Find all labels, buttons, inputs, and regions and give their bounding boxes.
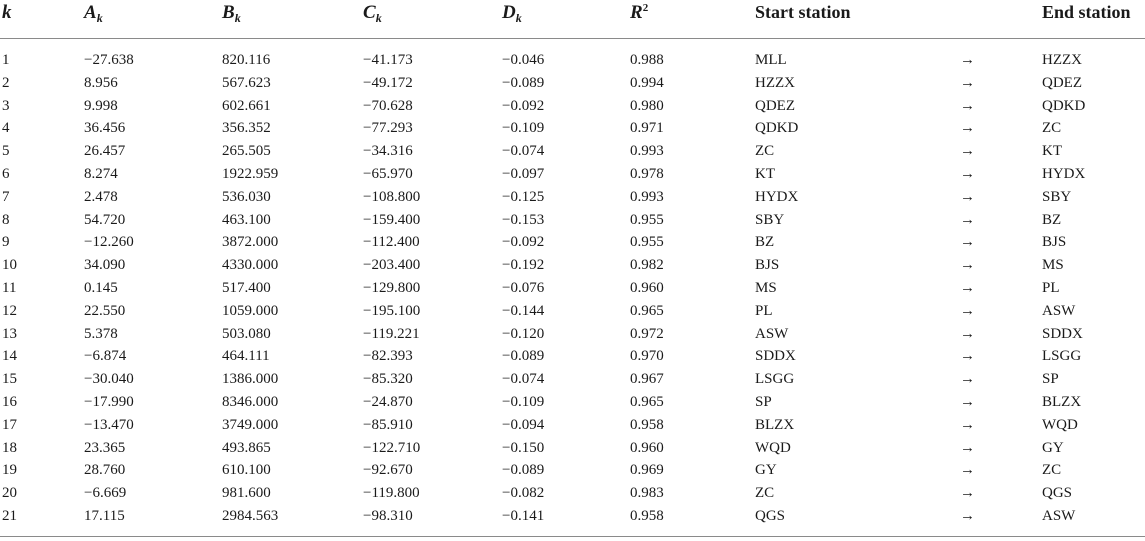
cell-b: 536.030 xyxy=(222,188,271,205)
cell-k: 21 xyxy=(2,507,17,524)
cell-start-station: BZ xyxy=(755,234,775,251)
cell-end-station: HZZX xyxy=(1042,52,1082,68)
cell-c: −49.172 xyxy=(363,74,413,91)
cell-arrow: → xyxy=(960,439,975,456)
cell-end-station: ZC xyxy=(1042,120,1062,137)
cell-arrow: → xyxy=(960,348,975,365)
cell-arrow: → xyxy=(960,325,975,342)
cell-start-station: MS xyxy=(755,279,777,296)
cell-r-squared: 0.971 xyxy=(630,120,664,137)
cell-a: −13.470 xyxy=(84,416,134,433)
cell-end-station: SDDX xyxy=(1042,325,1083,342)
cell-a: 2.478 xyxy=(84,188,118,205)
cell-a: 34.090 xyxy=(84,257,126,274)
cell-c: −85.910 xyxy=(363,416,413,433)
cell-arrow: → xyxy=(960,188,975,205)
table-row xyxy=(0,72,1145,95)
cell-d: −0.074 xyxy=(502,371,545,388)
cell-b: 1922.959 xyxy=(222,165,279,182)
cell-arrow: → xyxy=(960,302,975,319)
header-arrow xyxy=(938,0,1040,39)
cell-c: −41.173 xyxy=(363,52,413,68)
cell-k: 3 xyxy=(2,97,10,114)
cell-c: −122.710 xyxy=(363,439,421,456)
cell-k: 7 xyxy=(2,188,10,205)
cell-a: 5.378 xyxy=(84,325,118,342)
cell-b: 463.100 xyxy=(222,211,271,228)
cell-end-station: HYDX xyxy=(1042,165,1086,182)
cell-arrow: → xyxy=(960,416,975,433)
cell-end-station: WQD xyxy=(1042,416,1078,433)
header-c: $C_k$ xyxy=(361,0,500,39)
cell-a: −30.040 xyxy=(84,371,134,388)
cell-start-station: ZC xyxy=(755,485,775,502)
cell-start-station: HYDX xyxy=(755,188,799,205)
cell-arrow: → xyxy=(960,165,975,182)
cell-start-station: QGS xyxy=(755,507,786,524)
cell-r-squared: 0.967 xyxy=(630,371,664,388)
cell-k: 6 xyxy=(2,165,10,182)
cell-d: −0.089 xyxy=(502,74,545,91)
cell-r-squared: 0.960 xyxy=(630,279,664,296)
cell-end-station: LSGG xyxy=(1042,348,1082,365)
cell-r-squared: 0.988 xyxy=(630,52,664,68)
cell-k: 2 xyxy=(2,74,10,91)
cell-start-station: QDKD xyxy=(755,120,799,137)
cell-k: 13 xyxy=(2,325,17,342)
table-row xyxy=(0,437,1145,460)
cell-b: 3749.000 xyxy=(222,416,279,433)
cell-c: −70.628 xyxy=(363,97,413,114)
cell-start-station: PL xyxy=(755,302,773,319)
cell-d: −0.089 xyxy=(502,348,545,365)
cell-end-station: GY xyxy=(1042,439,1064,456)
cell-end-station: SP xyxy=(1042,371,1059,388)
cell-k: 8 xyxy=(2,211,10,228)
cell-arrow: → xyxy=(960,393,975,410)
table-row xyxy=(0,482,1145,505)
cell-end-station: ZC xyxy=(1042,462,1062,479)
cell-d: −0.092 xyxy=(502,97,545,114)
cell-k: 1 xyxy=(2,52,10,68)
cell-d: −0.092 xyxy=(502,234,545,251)
cell-c: −85.320 xyxy=(363,371,413,388)
cell-b: 356.352 xyxy=(222,120,271,137)
cell-r-squared: 0.969 xyxy=(630,462,664,479)
cell-arrow: → xyxy=(960,257,975,274)
cell-c: −119.800 xyxy=(363,485,420,502)
cell-a: 36.456 xyxy=(84,120,126,137)
cell-start-station: ZC xyxy=(755,143,775,160)
cell-b: 1059.000 xyxy=(222,302,279,319)
header-a: $A_k$ xyxy=(82,0,220,39)
cell-start-station: LSGG xyxy=(755,371,795,388)
cell-c: −129.800 xyxy=(363,279,421,296)
cell-a: −6.669 xyxy=(84,485,127,502)
cell-b: 493.865 xyxy=(222,439,271,456)
cell-end-station: QDEZ xyxy=(1042,74,1082,91)
cell-b: 1386.000 xyxy=(222,371,279,388)
table-row xyxy=(0,117,1145,140)
cell-arrow: → xyxy=(960,279,975,296)
cell-a: 26.457 xyxy=(84,143,126,160)
cell-d: −0.109 xyxy=(502,120,545,137)
table-row xyxy=(0,391,1145,414)
cell-a: 23.365 xyxy=(84,439,126,456)
cell-a: −27.638 xyxy=(84,52,134,68)
header-r-squared: $R^2$ xyxy=(628,0,753,39)
cell-c: −112.400 xyxy=(363,234,420,251)
cell-a: 9.998 xyxy=(84,97,118,114)
cell-b: 8346.000 xyxy=(222,393,279,410)
cell-b: 503.080 xyxy=(222,325,271,342)
cell-start-station: GY xyxy=(755,462,777,479)
cell-r-squared: 0.955 xyxy=(630,211,664,228)
cell-start-station: HZZX xyxy=(755,74,795,91)
cell-c: −34.316 xyxy=(363,143,413,160)
cell-c: −65.970 xyxy=(363,165,413,182)
table-row xyxy=(0,368,1145,391)
cell-arrow: → xyxy=(960,211,975,228)
cell-arrow: → xyxy=(960,507,975,524)
cell-d: −0.046 xyxy=(502,52,545,68)
cell-d: −0.076 xyxy=(502,279,545,296)
cell-r-squared: 0.965 xyxy=(630,393,664,410)
cell-end-station: SBY xyxy=(1042,188,1072,205)
cell-a: 8.274 xyxy=(84,165,118,182)
cell-start-station: KT xyxy=(755,165,775,182)
cell-arrow: → xyxy=(960,143,975,160)
cell-c: −119.221 xyxy=(363,325,420,342)
cell-start-station: BJS xyxy=(755,257,780,274)
cell-k: 12 xyxy=(2,302,17,319)
table-bottom-rule xyxy=(0,536,1145,537)
table-row xyxy=(0,39,1145,72)
header-row xyxy=(0,0,1145,39)
cell-b: 602.661 xyxy=(222,97,271,114)
table-row xyxy=(0,323,1145,346)
cell-c: −203.400 xyxy=(363,257,421,274)
cell-d: −0.089 xyxy=(502,462,545,479)
cell-arrow: → xyxy=(960,74,975,91)
cell-b: 820.116 xyxy=(222,52,271,68)
cell-r-squared: 0.958 xyxy=(630,416,664,433)
cell-k: 20 xyxy=(2,485,17,502)
cell-start-station: SP xyxy=(755,393,772,410)
cell-r-squared: 0.993 xyxy=(630,143,664,160)
cell-r-squared: 0.982 xyxy=(630,257,664,274)
cell-b: 464.111 xyxy=(222,348,270,365)
cell-d: −0.150 xyxy=(502,439,545,456)
cell-c: −159.400 xyxy=(363,211,421,228)
cell-end-station: PL xyxy=(1042,279,1060,296)
cell-arrow: → xyxy=(960,485,975,502)
cell-start-station: ASW xyxy=(755,325,789,342)
table-row xyxy=(0,140,1145,163)
cell-k: 19 xyxy=(2,462,17,479)
cell-end-station: ASW xyxy=(1042,507,1076,524)
cell-k: 17 xyxy=(2,416,17,433)
cell-start-station: MLL xyxy=(755,52,787,68)
cell-arrow: → xyxy=(960,462,975,479)
cell-start-station: WQD xyxy=(755,439,791,456)
header-b: $B_k$ xyxy=(220,0,361,39)
table-body xyxy=(0,39,1145,528)
cell-end-station: QDKD xyxy=(1042,97,1086,114)
cell-a: −17.990 xyxy=(84,393,134,410)
cell-d: −0.153 xyxy=(502,211,545,228)
cell-start-station: SBY xyxy=(755,211,785,228)
cell-d: −0.074 xyxy=(502,143,545,160)
cell-arrow: → xyxy=(960,52,975,68)
cell-k: 16 xyxy=(2,393,17,410)
cell-r-squared: 0.983 xyxy=(630,485,664,502)
cell-r-squared: 0.965 xyxy=(630,302,664,319)
header-d: $D_k$ xyxy=(500,0,628,39)
table-row xyxy=(0,95,1145,118)
cell-c: −108.800 xyxy=(363,188,421,205)
cell-arrow: → xyxy=(960,97,975,114)
cell-b: 981.600 xyxy=(222,485,271,502)
cell-r-squared: 0.955 xyxy=(630,234,664,251)
cell-d: −0.125 xyxy=(502,188,545,205)
cell-r-squared: 0.958 xyxy=(630,507,664,524)
cell-r-squared: 0.970 xyxy=(630,348,664,365)
cell-b: 3872.000 xyxy=(222,234,279,251)
cell-k: 14 xyxy=(2,348,17,365)
table-row xyxy=(0,231,1145,254)
cell-d: −0.082 xyxy=(502,485,545,502)
cell-b: 610.100 xyxy=(222,462,271,479)
cell-end-station: BJS xyxy=(1042,234,1067,251)
cell-c: −24.870 xyxy=(363,393,413,410)
table-row xyxy=(0,300,1145,323)
cell-d: −0.120 xyxy=(502,325,545,342)
table-row xyxy=(0,414,1145,437)
cell-a: 17.115 xyxy=(84,507,125,524)
cell-b: 517.400 xyxy=(222,279,271,296)
header-end-station: End station xyxy=(1040,0,1145,39)
cell-end-station: MS xyxy=(1042,257,1064,274)
cell-c: −195.100 xyxy=(363,302,421,319)
table-header xyxy=(0,0,1145,39)
cell-k: 18 xyxy=(2,439,17,456)
table-row xyxy=(0,277,1145,300)
cell-d: −0.192 xyxy=(502,257,545,274)
cell-b: 4330.000 xyxy=(222,257,279,274)
cell-r-squared: 0.978 xyxy=(630,165,664,182)
cell-k: 15 xyxy=(2,371,17,388)
cell-d: −0.144 xyxy=(502,302,545,319)
cell-k: 4 xyxy=(2,120,10,137)
cell-k: 9 xyxy=(2,234,10,251)
cell-a: 28.760 xyxy=(84,462,126,479)
cell-c: −98.310 xyxy=(363,507,413,524)
cell-a: 54.720 xyxy=(84,211,126,228)
cell-end-station: QGS xyxy=(1042,485,1073,502)
table-row xyxy=(0,345,1145,368)
table-row xyxy=(0,186,1145,209)
cell-d: −0.141 xyxy=(502,507,545,524)
cell-r-squared: 0.993 xyxy=(630,188,664,205)
cell-d: −0.094 xyxy=(502,416,545,433)
cell-d: −0.097 xyxy=(502,165,545,182)
table-row xyxy=(0,505,1145,528)
table-row xyxy=(0,209,1145,232)
cell-a: −6.874 xyxy=(84,348,127,365)
cell-r-squared: 0.980 xyxy=(630,97,664,114)
cell-arrow: → xyxy=(960,371,975,388)
cell-d: −0.109 xyxy=(502,393,545,410)
header-k: k xyxy=(0,0,82,39)
cell-c: −82.393 xyxy=(363,348,413,365)
cell-start-station: BLZX xyxy=(755,416,795,433)
cell-a: −12.260 xyxy=(84,234,134,251)
cell-k: 5 xyxy=(2,143,10,160)
cell-arrow: → xyxy=(960,120,975,137)
cell-b: 265.505 xyxy=(222,143,271,160)
cell-end-station: ASW xyxy=(1042,302,1076,319)
table-row xyxy=(0,459,1145,482)
cell-start-station: QDEZ xyxy=(755,97,795,114)
cell-a: 0.145 xyxy=(84,279,118,296)
cell-a: 8.956 xyxy=(84,74,118,91)
cell-end-station: BLZX xyxy=(1042,393,1082,410)
table-row xyxy=(0,254,1145,277)
cell-r-squared: 0.994 xyxy=(630,74,664,91)
cell-a: 22.550 xyxy=(84,302,126,319)
table-row xyxy=(0,163,1145,186)
cell-start-station: SDDX xyxy=(755,348,796,365)
cell-arrow: → xyxy=(960,234,975,251)
cell-k: 11 xyxy=(2,279,17,296)
header-start-station: Start station xyxy=(753,0,938,39)
cell-r-squared: 0.972 xyxy=(630,325,664,342)
cell-b: 567.623 xyxy=(222,74,271,91)
cell-end-station: KT xyxy=(1042,143,1062,160)
cell-end-station: BZ xyxy=(1042,211,1062,228)
cell-b: 2984.563 xyxy=(222,507,279,524)
cell-r-squared: 0.960 xyxy=(630,439,664,456)
cell-k: 10 xyxy=(2,257,17,274)
cell-c: −77.293 xyxy=(363,120,413,137)
cell-c: −92.670 xyxy=(363,462,413,479)
